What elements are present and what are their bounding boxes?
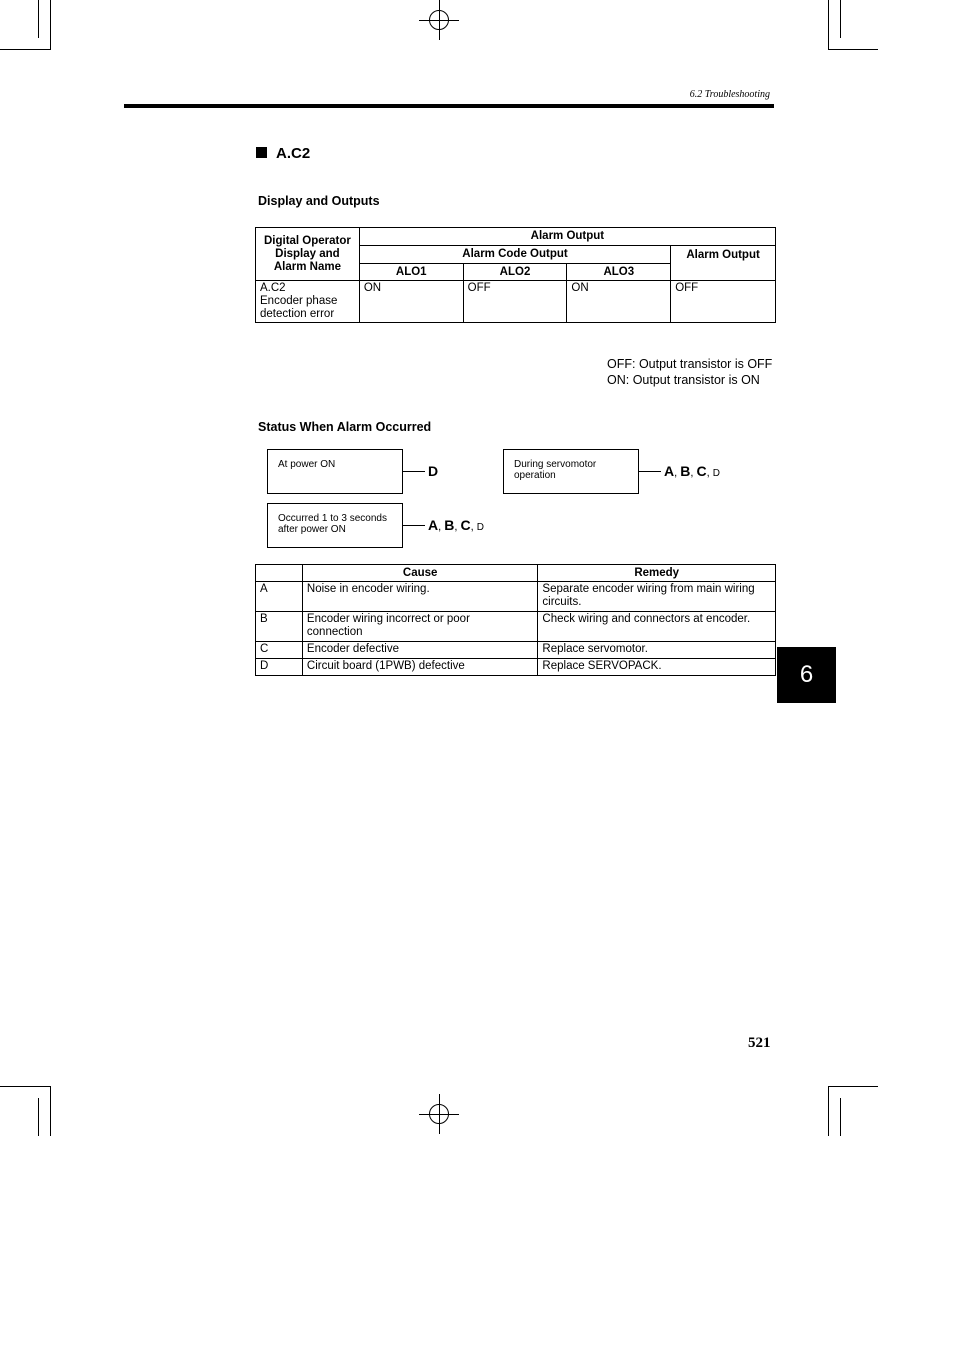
page-number: 521 bbox=[748, 1035, 771, 1051]
status-box-power-on: At power ON bbox=[267, 449, 403, 494]
alarm-name-cell: A.C2 Encoder phase detection error bbox=[256, 281, 360, 323]
row-id: A bbox=[256, 582, 303, 612]
display-outputs-heading: Display and Outputs bbox=[258, 194, 380, 208]
cause-cell: Encoder wiring incorrect or poor connection bbox=[302, 612, 538, 642]
status-codes-power-on: D bbox=[428, 463, 439, 479]
table-row bbox=[256, 281, 776, 323]
header-rule bbox=[124, 104, 774, 108]
remedy-cell: Replace SERVOPACK. bbox=[538, 659, 776, 676]
alo3-value: ON bbox=[567, 281, 671, 323]
cause-remedy-table bbox=[255, 564, 776, 676]
row-id: B bbox=[256, 612, 303, 642]
remedy-cell: Replace servomotor. bbox=[538, 642, 776, 659]
connector-line bbox=[403, 525, 425, 526]
alo1-header: ALO1 bbox=[359, 264, 463, 281]
alarm-code-output-header: Alarm Code Output bbox=[359, 246, 670, 264]
alarm-output-header: Alarm Output bbox=[359, 228, 775, 246]
cause-cell: Encoder defective bbox=[302, 642, 538, 659]
chapter-tab: 6 bbox=[777, 647, 836, 703]
alarm-output-table bbox=[255, 227, 776, 323]
cause-cell: Circuit board (1PWB) defective bbox=[302, 659, 538, 676]
row-id: C bbox=[256, 642, 303, 659]
remedy-cell: Check wiring and connectors at encoder. bbox=[538, 612, 776, 642]
alo2-header: ALO2 bbox=[463, 264, 567, 281]
connector-line bbox=[403, 471, 425, 472]
table-row bbox=[256, 642, 776, 659]
id-header bbox=[256, 565, 303, 582]
row-id: D bbox=[256, 659, 303, 676]
status-heading: Status When Alarm Occurred bbox=[258, 420, 432, 434]
alo3-header: ALO3 bbox=[567, 264, 671, 281]
status-codes-after-power-on: A, B, C, D bbox=[428, 517, 484, 533]
legend-off: OFF: Output transistor is OFF bbox=[607, 357, 773, 371]
remedy-header: Remedy bbox=[538, 565, 776, 582]
alarm-output-sub-header: Alarm Output bbox=[671, 246, 776, 281]
connector-line bbox=[639, 471, 661, 472]
remedy-cell: Separate encoder wiring from main wiring circuits. bbox=[538, 582, 776, 612]
alo2-value: OFF bbox=[463, 281, 567, 323]
alo1-value: ON bbox=[359, 281, 463, 323]
table-row bbox=[256, 582, 776, 612]
cause-cell: Noise in encoder wiring. bbox=[302, 582, 538, 612]
running-head: 6.2 Troubleshooting bbox=[689, 89, 770, 100]
square-bullet-icon bbox=[256, 147, 267, 158]
status-box-after-power-on: Occurred 1 to 3 seconds after power ON bbox=[267, 503, 403, 548]
status-codes-servomotor-operation: A, B, C, D bbox=[664, 463, 720, 479]
section-title: A.C2 bbox=[256, 145, 310, 162]
operator-display-header: Digital Operator Display and Alarm Name bbox=[256, 228, 360, 281]
cause-header: Cause bbox=[302, 565, 538, 582]
legend-on: ON: Output transistor is ON bbox=[607, 373, 760, 387]
table-row bbox=[256, 659, 776, 676]
alarm-output-value: OFF bbox=[671, 281, 776, 323]
table-row bbox=[256, 612, 776, 642]
status-box-servomotor-operation: During servomotor operation bbox=[503, 449, 639, 494]
